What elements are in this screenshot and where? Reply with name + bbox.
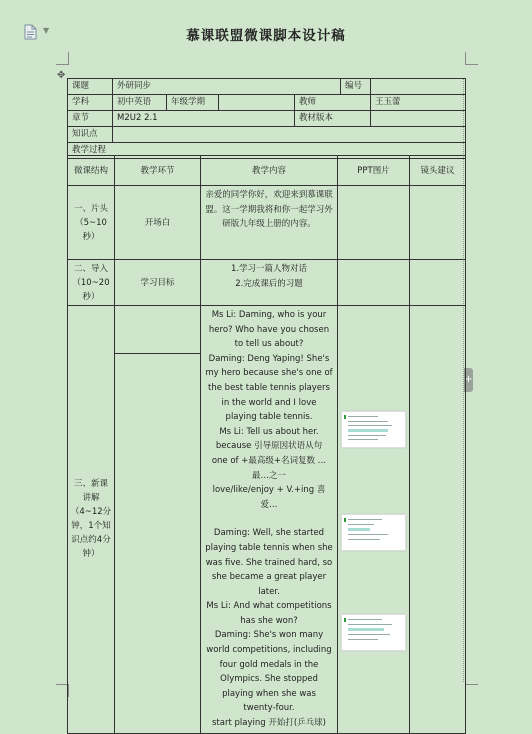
row2-goal-2: 2.完成课后的习题 <box>235 278 303 289</box>
header-structure: 微课结构 <box>68 156 115 186</box>
teacher-value[interactable]: 王玉蕾 <box>371 95 466 111</box>
teacher-label: 教师 <box>295 95 371 111</box>
grade-value[interactable] <box>219 95 295 111</box>
page-title: 慕课联盟微课脚本设计稿 <box>186 28 346 44</box>
row1-structure: 一、片头（5~10秒） <box>68 186 115 260</box>
side-expand-tab[interactable]: + <box>464 368 473 392</box>
row1-stage: 开场白 <box>115 186 201 260</box>
note-one-of: one of +最高级+名词复数 …最…之一 <box>211 455 327 481</box>
row3-content[interactable] <box>201 306 338 734</box>
dialogue-line-2: Daming: Deng Yaping! She's my hero because she's one of the best table tennis players in the world and I love playing table tennis. <box>205 353 333 423</box>
note-because: because 引导原因状语从句 <box>215 441 323 452</box>
dialogue-line-5: Ms Li: And what competitions has she won? <box>206 601 332 626</box>
dialogue-line-4: Daming: Well, she started playing table tennis when she was five. She trained hard, so she became a great player later. <box>205 528 333 597</box>
subject-label: 学科 <box>68 95 113 111</box>
course-label: 课题 <box>68 79 113 95</box>
row2-camera[interactable] <box>410 260 466 306</box>
version-label: 教材版本 <box>295 111 371 127</box>
crop-mark-top-right <box>465 52 478 65</box>
dialogue-line-3: Ms Li: Tell us about her. <box>219 426 319 437</box>
process-label: 教学过程 <box>68 143 466 159</box>
ppt-slide-thumbnail-2[interactable] <box>341 514 406 551</box>
crop-mark-top-left <box>56 52 69 65</box>
table-move-handle-icon[interactable]: ✥ <box>57 70 66 81</box>
subject-value[interactable]: 初中英语 <box>113 95 167 111</box>
blank-line <box>205 512 333 526</box>
knowledge-value[interactable] <box>113 127 466 143</box>
row1-camera[interactable] <box>410 186 466 260</box>
number-value[interactable] <box>371 79 466 95</box>
header-ppt: PPT图片 <box>338 156 410 186</box>
header-content: 教学内容 <box>201 156 338 186</box>
row1-content[interactable]: 亲爱的同学你好，欢迎来到慕课联盟。这一学期我将和你一起学习外研版九年级上册的内容。 <box>201 186 338 260</box>
knowledge-label: 知识点 <box>68 127 113 143</box>
header-camera: 镜头建议 <box>410 156 466 186</box>
note-love-like: love/like/enjoy + V.+ing 喜爱… <box>212 485 326 510</box>
ppt-slide-thumbnail-1[interactable] <box>341 411 406 448</box>
row2-goal-1: 1.学习一篇人物对话 <box>230 264 308 274</box>
row2-content[interactable] <box>201 260 338 306</box>
note-start-playing: start playing 开始打(乒乓球) <box>212 718 326 729</box>
lesson-table <box>67 155 466 734</box>
row2-structure: 二、导入（10~20秒） <box>68 260 115 306</box>
header-stage: 教学环节 <box>115 156 201 186</box>
chapter-label: 章节 <box>68 111 113 127</box>
row2-ppt[interactable] <box>338 260 410 306</box>
dropdown-caret-icon[interactable]: ▼ <box>43 26 50 35</box>
row3-stage-a[interactable] <box>115 306 201 354</box>
crop-mark-bottom-right <box>465 684 478 697</box>
row3-structure: 三、新课讲解（4~12分钟，1个知识点约4分钟） <box>68 306 115 734</box>
info-table <box>67 78 466 159</box>
grade-label: 年级学期 <box>167 95 219 111</box>
number-label: 编号 <box>341 79 371 95</box>
row3-stage-b[interactable] <box>115 353 201 733</box>
version-value[interactable] <box>371 111 466 127</box>
dialogue-line-1: Ms Li: Daming, who is your hero? Who have you chosen to tell us about? <box>208 310 330 350</box>
course-value[interactable]: 外研同步 <box>113 79 341 95</box>
dialogue-line-6: Daming: She's won many world competitions, including four gold medals in the Olympics. She stopped playing when she was twenty-four. <box>206 630 332 714</box>
row3-camera[interactable] <box>410 306 466 734</box>
row3-ppt[interactable] <box>338 306 410 734</box>
chapter-value[interactable]: M2U2 2.1 <box>113 111 295 127</box>
ppt-slide-thumbnail-3[interactable] <box>341 614 406 651</box>
row2-stage: 学习目标 <box>115 260 201 306</box>
row1-ppt[interactable] <box>338 186 410 260</box>
